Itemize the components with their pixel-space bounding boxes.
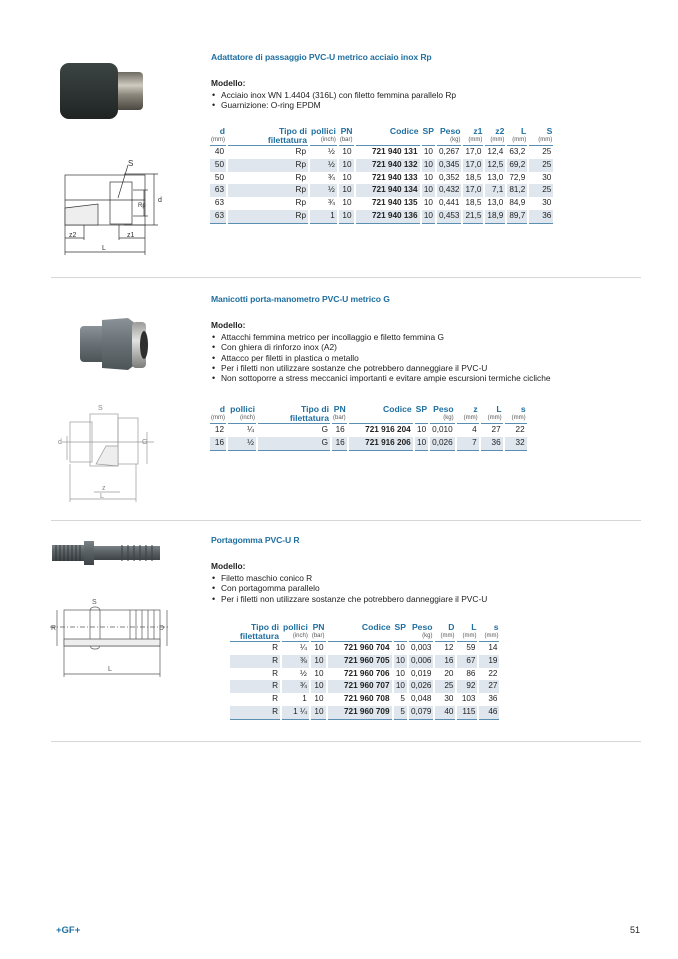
table-row	[210, 437, 527, 451]
bullet-item: • Attacchi femmina metrico per incollaggio e filetto femmina G	[211, 332, 551, 342]
col-header: Codice	[361, 622, 391, 632]
table-cell: 36	[488, 694, 498, 704]
drawing-label-L: L	[108, 666, 112, 673]
table-cell: 10	[423, 147, 433, 156]
table-cell: 50	[210, 159, 226, 172]
table-cell: Rp	[295, 147, 306, 156]
table-row	[230, 706, 499, 720]
table-cell: ½	[328, 147, 335, 156]
table-cell: 22	[515, 425, 525, 434]
col-header: d	[219, 404, 225, 414]
col-unit	[349, 414, 413, 424]
table-cell: 63	[210, 210, 226, 224]
table-cell: 30	[542, 198, 552, 208]
table-cell: 10	[394, 655, 407, 668]
gf-logo: +GF+	[56, 925, 81, 936]
table-row	[210, 184, 553, 197]
table-cell: 18,5	[465, 198, 482, 208]
table-cell: 25	[529, 159, 553, 172]
drawing-label-rp: Rp	[138, 203, 146, 209]
col-unit	[422, 136, 435, 146]
col-header: pollici	[283, 622, 308, 632]
table-cell: ½	[310, 159, 337, 172]
table-row	[230, 668, 499, 681]
technical-drawing-manicotto	[58, 402, 162, 502]
table-cell: 36	[529, 210, 553, 224]
table-cell: 0,019	[410, 668, 432, 678]
table-cell: R	[230, 680, 280, 693]
table-cell: 7,1	[485, 184, 505, 197]
table-cell: 10	[417, 425, 427, 434]
table-cell: R	[272, 643, 278, 652]
table-cell: 32	[505, 437, 527, 451]
table-cell: 7	[457, 437, 479, 451]
col-header: PN	[333, 404, 346, 414]
table-cell: ⅜	[282, 655, 309, 668]
bullet-item: • Per i filetti non utilizzare sostanze che potrebbero danneggiare il PVC-U	[211, 594, 487, 604]
table-cell: 30	[542, 172, 552, 182]
col-unit: (mm)	[457, 414, 479, 424]
table-cell: ½	[228, 437, 256, 451]
table-cell: R	[272, 694, 278, 704]
table-cell: 25	[542, 147, 552, 156]
table-row	[210, 146, 553, 159]
article-code: 721 960 706	[343, 668, 390, 678]
table-cell: 50	[214, 172, 224, 182]
bullet-item: • Con portagomma parallelo	[211, 583, 487, 593]
table-cell: 0,453	[437, 210, 462, 224]
section-title: Manicotti porta-manometro PVC-U metrico G	[211, 294, 390, 304]
table-cell: 27	[491, 425, 501, 434]
article-code: 721 960 708	[343, 694, 390, 704]
table-cell: 16	[332, 437, 347, 451]
section-divider	[51, 277, 641, 278]
table-cell: 10	[342, 198, 352, 208]
table-cell: 10	[395, 643, 405, 652]
table-cell: 17,0	[465, 147, 482, 156]
table-cell: 10	[342, 172, 352, 182]
bullet-item: • Con ghiera di rinforzo inox (A2)	[211, 342, 551, 352]
col-unit: (inch)	[282, 632, 309, 642]
table-cell: 0,441	[438, 198, 460, 208]
article-code: 721 916 206	[349, 437, 413, 451]
table-cell: 10	[314, 694, 324, 704]
table-row	[210, 424, 527, 437]
col-unit: (bar)	[339, 136, 354, 146]
table-cell: 1 ¼	[282, 706, 309, 720]
table-row	[230, 655, 499, 668]
table-cell: 10	[314, 668, 324, 678]
article-code: 721 960 705	[328, 655, 392, 668]
table-cell: 10	[395, 668, 405, 678]
col-unit: (kg)	[437, 136, 462, 146]
table-cell: 46	[479, 706, 499, 720]
table-cell: 36	[481, 437, 503, 451]
col-header: SP	[394, 622, 406, 632]
section-title: Portagomma PVC-U R	[211, 535, 300, 545]
page-number: 51	[630, 925, 641, 935]
article-code: 721 940 134	[356, 184, 420, 197]
drawing-label-s: S	[92, 599, 97, 606]
col-unit	[328, 632, 392, 642]
table-row	[210, 159, 553, 172]
col-header: L	[521, 126, 527, 136]
col-header: z	[473, 404, 478, 414]
table-cell: 10	[311, 706, 326, 720]
col-header: Peso	[433, 404, 454, 414]
drawing-label-R: R	[51, 625, 57, 632]
col-header: pollici	[311, 126, 336, 136]
spec-table-portagomma	[228, 622, 501, 720]
table-cell: 69,2	[507, 159, 527, 172]
table-cell: Rp	[295, 198, 306, 208]
col-header: S	[546, 126, 553, 136]
col-header: z1	[473, 126, 483, 136]
technical-drawing-portagomma	[50, 595, 170, 680]
article-code: 721 960 704	[343, 643, 390, 652]
article-code: 721 940 132	[356, 159, 420, 172]
table-cell: 0,003	[410, 643, 432, 652]
col-header: Codice	[389, 126, 419, 136]
table-cell: 12,5	[485, 159, 505, 172]
col-header-sub: filettatura	[239, 631, 279, 641]
table-cell: 10	[422, 184, 435, 197]
article-code: 721 960 707	[328, 680, 392, 693]
drawing-label-z2: z2	[69, 232, 77, 239]
table-cell: 14	[488, 643, 498, 652]
bullet-item: • Acciaio inox WN 1.4404 (316L) con filetto femmina parallelo Rp	[211, 90, 456, 100]
col-unit: (mm)	[507, 136, 527, 146]
bullet-item: • Non sottoporre a stress meccanici importanti e evitare ampie escursioni termiche cicliche	[211, 373, 551, 383]
table-row	[230, 680, 499, 693]
table-cell: 17,0	[463, 184, 483, 197]
spec-table-manicotti	[208, 404, 529, 451]
col-unit	[356, 136, 420, 146]
table-cell: 5	[394, 706, 407, 720]
col-header-sub: filettatura	[267, 135, 307, 145]
table-cell: Rp	[295, 172, 306, 182]
col-unit: (mm)	[463, 136, 483, 146]
section-divider	[51, 741, 641, 742]
article-code: 721 940 131	[371, 147, 418, 156]
table-cell: 1	[302, 694, 307, 704]
table-cell: 10	[415, 437, 428, 451]
article-code: 721 940 135	[371, 198, 418, 208]
table-cell: 10	[342, 147, 352, 156]
table-cell: ¾	[282, 680, 309, 693]
table-cell: 19	[479, 655, 499, 668]
table-cell: 0,079	[409, 706, 434, 720]
table-cell: 21,5	[463, 210, 483, 224]
table-cell: 10	[339, 159, 354, 172]
col-header: PN	[312, 622, 325, 632]
model-label: Modello:	[211, 320, 246, 330]
table-cell: G	[258, 437, 330, 451]
table-cell: ¼	[247, 425, 254, 434]
article-code: 721 940 133	[371, 172, 418, 182]
product-photo-portagomma	[50, 535, 160, 567]
table-cell: 10	[339, 184, 354, 197]
table-cell: 92	[457, 680, 477, 693]
col-header: SP	[415, 404, 428, 414]
table-cell: 0,048	[410, 694, 432, 704]
table-cell: 0,432	[437, 184, 462, 197]
table-cell: 72,9	[509, 172, 526, 182]
table-cell: 20	[444, 668, 454, 678]
table-row	[210, 210, 553, 224]
table-cell: 103	[461, 694, 476, 704]
col-header: s	[493, 622, 499, 632]
col-unit: (mm)	[529, 136, 553, 146]
table-cell: 10	[422, 210, 435, 224]
col-unit: (bar)	[332, 414, 347, 424]
model-description	[211, 320, 551, 383]
table-cell: 13,0	[487, 172, 504, 182]
table-row	[230, 642, 499, 655]
table-cell: 27	[479, 680, 499, 693]
bullet-item: • Guarnizione: O-ring EPDM	[211, 100, 456, 110]
col-unit: (mm)	[210, 414, 226, 424]
col-unit: (mm)	[457, 632, 477, 642]
drawing-label-s: S	[98, 405, 103, 412]
spec-table-adattatore	[208, 126, 555, 224]
section-title: Adattatore di passaggio PVC-U metrico acciaio inox Rp	[211, 52, 432, 62]
article-code: 721 916 204	[365, 425, 411, 434]
col-unit: (mm)	[210, 136, 226, 146]
table-cell: G	[321, 425, 328, 434]
bullet-item: • Per i filetti non utilizzare sostanze che potrebbero danneggiare il PVC-U	[211, 363, 551, 373]
table-cell: 10	[422, 159, 435, 172]
table-cell: 0,026	[409, 680, 434, 693]
table-cell: 10	[311, 655, 326, 668]
col-header: Peso	[411, 622, 433, 632]
table-cell: 10	[423, 198, 433, 208]
table-cell: 22	[488, 668, 498, 678]
col-unit: (mm)	[505, 414, 527, 424]
col-unit: (mm)	[481, 414, 503, 424]
col-unit: (kg)	[409, 632, 434, 642]
table-cell: 86	[466, 668, 476, 678]
technical-drawing-adattatore	[58, 160, 168, 260]
table-cell: 0,267	[438, 147, 460, 156]
drawing-label-s: S	[128, 159, 134, 168]
drawing-label-d: d	[158, 197, 162, 204]
table-cell: 115	[457, 706, 477, 720]
table-cell: 40	[435, 706, 455, 720]
product-photo-manicotto	[78, 312, 158, 377]
section-divider	[51, 520, 641, 521]
table-cell: Rp	[228, 184, 308, 197]
table-cell: 12	[214, 425, 224, 434]
table-cell: ¾	[328, 198, 335, 208]
table-cell: 10	[339, 210, 354, 224]
table-cell: 5	[400, 694, 405, 704]
table-cell: 18,9	[485, 210, 505, 224]
drawing-label-d: d	[58, 439, 62, 446]
table-cell: 12	[444, 643, 454, 652]
col-header: Tipo di	[278, 126, 307, 136]
col-header: pollici	[230, 404, 255, 414]
model-label: Modello:	[211, 561, 246, 571]
table-cell: 16	[335, 425, 345, 434]
bullet-item: • Filetto maschio conico R	[211, 573, 487, 583]
article-code: 721 960 709	[328, 706, 392, 720]
table-cell: R	[230, 655, 280, 668]
table-cell: 89,7	[507, 210, 527, 224]
col-unit: (inch)	[228, 414, 256, 424]
table-cell: 63	[214, 198, 224, 208]
table-cell: ¼	[300, 643, 307, 652]
table-cell: 10	[311, 680, 326, 693]
table-row	[230, 693, 499, 706]
table-cell: 30	[444, 694, 454, 704]
table-cell: 12,4	[487, 147, 504, 156]
table-cell: 0,352	[438, 172, 460, 182]
table-row	[210, 172, 553, 185]
col-unit: (inch)	[310, 136, 337, 146]
col-header: Codice	[383, 404, 412, 414]
col-header: PN	[340, 126, 353, 136]
table-cell: 0,010	[432, 425, 453, 434]
table-cell: 0,026	[430, 437, 455, 451]
col-header: L	[471, 622, 477, 632]
table-cell: 10	[394, 680, 407, 693]
col-header: L	[496, 404, 502, 414]
table-cell: ½	[300, 668, 307, 678]
col-unit: (mm)	[485, 136, 505, 146]
drawing-label-D: D	[159, 625, 165, 632]
table-cell: 16	[435, 655, 455, 668]
model-description	[211, 78, 456, 111]
table-cell: 25	[529, 184, 553, 197]
table-cell: 25	[435, 680, 455, 693]
model-description	[211, 561, 487, 604]
table-cell: 84,9	[509, 198, 526, 208]
table-cell: 63,2	[509, 147, 526, 156]
col-header: d	[219, 126, 225, 136]
table-cell: 1	[310, 210, 337, 224]
table-row	[210, 197, 553, 210]
table-cell: 18,5	[465, 172, 482, 182]
table-cell: 17,0	[463, 159, 483, 172]
table-cell: 67	[457, 655, 477, 668]
drawing-label-z1: z1	[127, 232, 135, 239]
table-cell: 59	[466, 643, 476, 652]
table-cell: 0,345	[437, 159, 462, 172]
table-cell: 0,006	[409, 655, 434, 668]
drawing-label-L: L	[102, 245, 106, 252]
col-header: Peso	[439, 126, 461, 136]
col-unit: (mm)	[435, 632, 455, 642]
col-unit	[394, 632, 407, 642]
table-cell: ½	[310, 184, 337, 197]
table-cell: R	[230, 706, 280, 720]
table-cell: 81,2	[507, 184, 527, 197]
table-cell: 10	[314, 643, 324, 652]
table-cell: Rp	[228, 159, 308, 172]
col-unit	[415, 414, 428, 424]
table-cell: 13,0	[487, 198, 504, 208]
table-cell: 4	[472, 425, 477, 434]
col-header: D	[448, 622, 455, 632]
drawing-label-z: z	[102, 485, 106, 492]
bullet-item: • Attacco per filetti in plastica o metallo	[211, 353, 551, 363]
drawing-label-G: G	[142, 439, 148, 446]
col-unit: (mm)	[479, 632, 499, 642]
model-label: Modello:	[211, 78, 246, 88]
col-unit: (kg)	[430, 414, 455, 424]
col-header: SP	[422, 126, 434, 136]
table-cell: R	[272, 668, 278, 678]
col-unit: (bar)	[311, 632, 326, 642]
table-cell: Rp	[228, 210, 308, 224]
drawing-label-L: L	[100, 493, 104, 500]
table-cell: 63	[210, 184, 226, 197]
article-code: 721 940 136	[356, 210, 420, 224]
col-header: Tipo di	[250, 622, 279, 632]
table-cell: 40	[214, 147, 224, 156]
table-cell: ¾	[328, 172, 335, 182]
table-cell: 16	[210, 437, 226, 451]
col-header-sub: filettatura	[289, 413, 329, 423]
product-photo-adattatore	[55, 58, 155, 124]
table-cell: 10	[423, 172, 433, 182]
col-header: Tipo di	[300, 404, 329, 414]
col-header: z2	[495, 126, 505, 136]
col-header: s	[520, 404, 526, 414]
